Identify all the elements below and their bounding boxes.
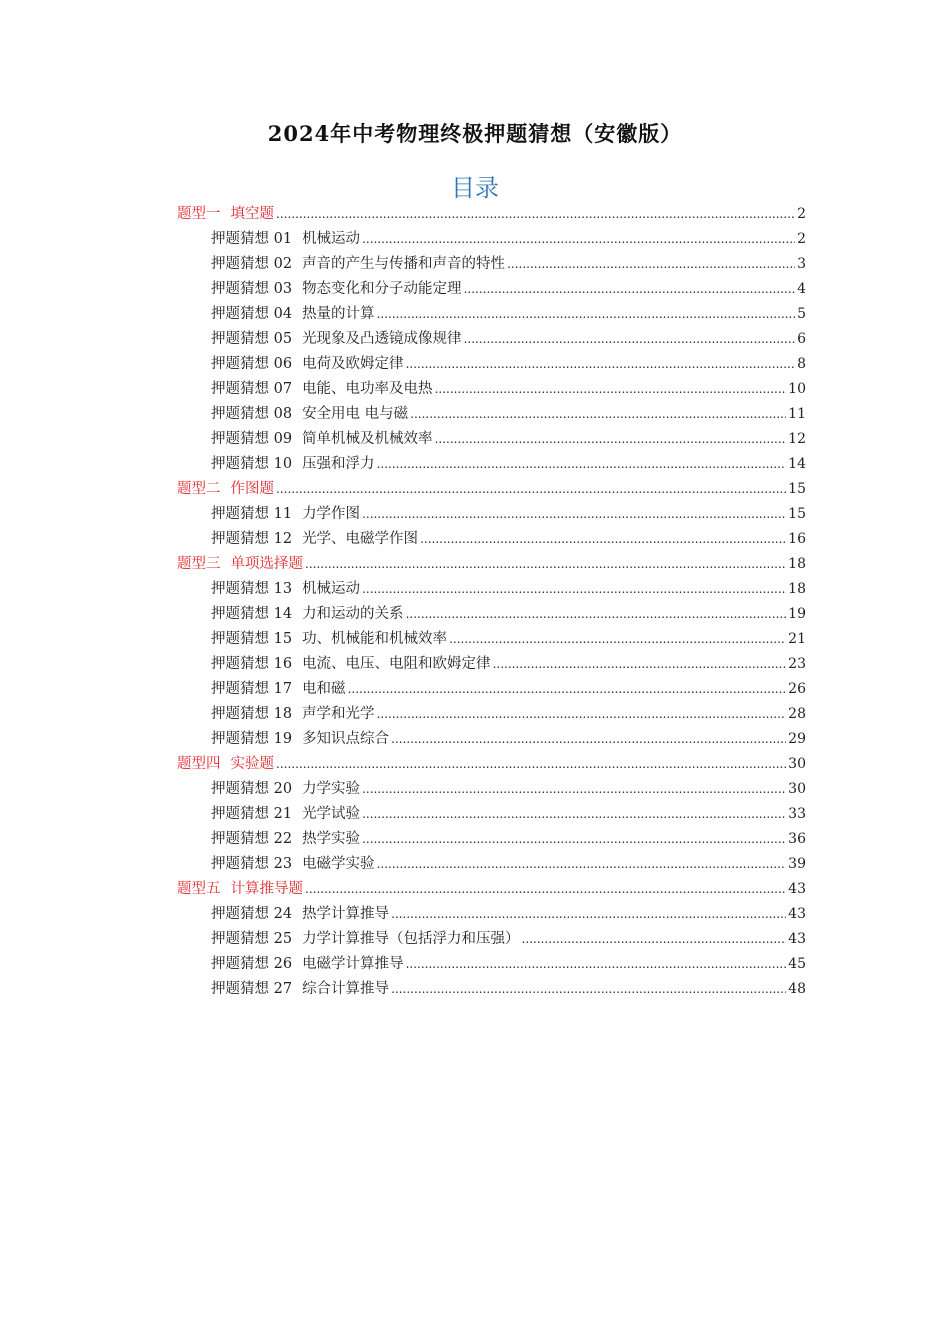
toc-entry-prefix: 押题猜想 14: [211, 606, 293, 622]
toc-dot-leader: [348, 677, 787, 702]
toc-entry-prefix: 押题猜想 04: [211, 306, 293, 322]
toc-page-number: 12: [788, 431, 806, 447]
toc-entry-label: [211, 452, 377, 477]
toc-page-number: 36: [788, 831, 806, 847]
toc-entry-label: [211, 802, 362, 827]
toc-entry-text: 电流、电压、电阻和欧姆定律: [302, 656, 491, 672]
toc-dot-leader: [305, 552, 786, 577]
toc-item-entry[interactable]: [211, 352, 806, 377]
toc-entry-label: [211, 777, 362, 802]
toc-entry-label: [177, 752, 276, 777]
toc-entry-text: 力学实验: [302, 781, 361, 797]
toc-entry-text: 热学实验: [302, 831, 361, 847]
toc-page-number: 23: [788, 656, 806, 672]
toc-entry-prefix: 押题猜想 10: [211, 456, 293, 472]
toc-page-number: 5: [797, 306, 806, 322]
toc-page-number: 30: [788, 781, 806, 797]
toc-entry-label: [211, 602, 406, 627]
toc-page-number: 19: [788, 606, 806, 622]
toc-entry-label: [211, 927, 522, 952]
toc-page-number: 11: [788, 406, 806, 422]
toc-page-number: 39: [788, 856, 806, 872]
toc-item-entry[interactable]: [211, 427, 806, 452]
toc-page-number: 14: [788, 456, 806, 472]
toc-heading: 目录: [451, 174, 499, 202]
toc-entry-prefix: 押题猜想 25: [211, 931, 293, 947]
toc-item-entry[interactable]: [211, 502, 806, 527]
toc-entry-text: 作图题: [230, 481, 274, 497]
toc-dot-leader: [435, 427, 787, 452]
toc-page-number: 15: [788, 481, 806, 497]
toc-entry-text: 填空题: [230, 206, 274, 222]
toc-entry-text: 功、机械能和机械效率: [302, 631, 448, 647]
toc-item-entry[interactable]: [211, 602, 806, 627]
toc-entry-prefix: 押题猜想 20: [211, 781, 293, 797]
toc-entry-prefix: 押题猜想 07: [211, 381, 293, 397]
toc-entry-text: 简单机械及机械效率: [302, 431, 433, 447]
toc-page-number: 43: [788, 931, 806, 947]
toc-entry-prefix: 押题猜想 18: [211, 706, 293, 722]
toc-entry-prefix: 押题猜想 13: [211, 581, 293, 597]
toc-item-entry[interactable]: [211, 727, 806, 752]
toc-entry-prefix: 押题猜想 17: [211, 681, 293, 697]
toc-entry-text: 力学作图: [302, 506, 361, 522]
toc-item-entry[interactable]: [211, 652, 806, 677]
toc-page-number: 10: [788, 381, 806, 397]
toc-page-number: 15: [788, 506, 806, 522]
toc-item-entry[interactable]: [211, 327, 806, 352]
toc-section-entry[interactable]: [177, 202, 806, 227]
toc-dot-leader: [362, 227, 795, 252]
toc-entry-text: 综合计算推导: [302, 981, 390, 997]
toc-entry-prefix: 题型三: [177, 556, 221, 572]
toc-dot-leader: [449, 627, 786, 652]
toc-dot-leader: [362, 502, 786, 527]
toc-page-number: 43: [788, 906, 806, 922]
toc-page-number: 28: [788, 706, 806, 722]
toc-entry-prefix: 押题猜想 02: [211, 256, 293, 272]
toc-entry-label: [211, 827, 362, 852]
toc-dot-leader: [406, 602, 787, 627]
toc-entry-prefix: 押题猜想 16: [211, 656, 293, 672]
toc-entry-text: 电磁学实验: [302, 856, 375, 872]
toc-entry-text: 电磁学计算推导: [302, 956, 404, 972]
toc-entry-label: [211, 627, 449, 652]
toc-entry-prefix: 押题猜想 03: [211, 281, 293, 297]
toc-item-entry[interactable]: [211, 902, 806, 927]
toc-item-entry[interactable]: [211, 252, 806, 277]
toc-entry-label: [211, 977, 391, 1002]
toc-page-number: 48: [788, 981, 806, 997]
toc-entry-text: 实验题: [230, 756, 274, 772]
toc-entry-text: 热学计算推导: [302, 906, 390, 922]
toc-entry-prefix: 押题猜想 05: [211, 331, 293, 347]
toc-section-entry[interactable]: [177, 752, 806, 777]
toc-item-entry[interactable]: [211, 277, 806, 302]
toc-page-number: 8: [797, 356, 806, 372]
toc-dot-leader: [362, 827, 786, 852]
toc-item-entry[interactable]: [211, 527, 806, 552]
toc-entry-text: 多知识点综合: [302, 731, 390, 747]
toc-item-entry[interactable]: [211, 452, 806, 477]
toc-entry-text: 光现象及凸透镜成像规律: [302, 331, 462, 347]
toc-entry-prefix: 押题猜想 24: [211, 906, 293, 922]
toc-dot-leader: [362, 777, 786, 802]
toc-dot-leader: [391, 977, 786, 1002]
toc-item-entry[interactable]: [211, 802, 806, 827]
toc-entry-label: [211, 727, 391, 752]
toc-page-number: 29: [788, 731, 806, 747]
toc-entry-label: [211, 252, 507, 277]
document-title: 2024年中考物理终极押题猜想（安徽版）: [267, 121, 683, 146]
toc-section-entry[interactable]: [177, 552, 806, 577]
toc-dot-leader: [507, 252, 795, 277]
toc-entry-text: 物态变化和分子动能定理: [302, 281, 462, 297]
toc-entry-prefix: 押题猜想 12: [211, 531, 293, 547]
toc-entry-prefix: 题型一: [177, 206, 221, 222]
toc-entry-text: 光学试验: [302, 806, 361, 822]
toc-item-entry[interactable]: [211, 302, 806, 327]
toc-entry-prefix: 押题猜想 09: [211, 431, 293, 447]
toc-entry-prefix: 题型四: [177, 756, 221, 772]
toc-entry-label: [211, 402, 410, 427]
toc-page-number: 45: [788, 956, 806, 972]
toc-dot-leader: [420, 527, 786, 552]
toc-entry-text: 力和运动的关系: [302, 606, 404, 622]
toc-entry-label: [211, 327, 464, 352]
toc-section-entry[interactable]: [177, 877, 806, 902]
toc-dot-leader: [464, 277, 796, 302]
toc-dot-leader: [305, 877, 786, 902]
toc-entry-label: [177, 877, 305, 902]
toc-dot-leader: [276, 477, 786, 502]
toc-entry-prefix: 押题猜想 15: [211, 631, 293, 647]
toc-entry-label: [177, 552, 305, 577]
toc-entry-label: [211, 652, 493, 677]
toc-dot-leader: [276, 752, 786, 777]
toc-dot-leader: [362, 802, 786, 827]
toc-page-number: 26: [788, 681, 806, 697]
toc-page-number: 21: [788, 631, 806, 647]
toc-entry-prefix: 押题猜想 06: [211, 356, 293, 372]
toc-entry-prefix: 押题猜想 11: [211, 506, 293, 522]
toc-entry-prefix: 押题猜想 23: [211, 856, 293, 872]
toc-page-number: 2: [797, 206, 806, 222]
toc-entry-text: 力学计算推导（包括浮力和压强）: [302, 931, 520, 947]
toc-page-number: 3: [797, 256, 806, 272]
toc-item-entry[interactable]: [211, 827, 806, 852]
toc-entry-text: 声音的产生与传播和声音的特性: [302, 256, 506, 272]
toc-entry-label: [211, 577, 362, 602]
toc-entry-prefix: 题型二: [177, 481, 221, 497]
toc-item-entry[interactable]: [211, 777, 806, 802]
toc-item-entry[interactable]: [211, 677, 806, 702]
toc-entry-label: [211, 852, 377, 877]
toc-entry-text: 电和磁: [302, 681, 346, 697]
toc-item-entry[interactable]: [211, 927, 806, 952]
toc-dot-leader: [464, 327, 796, 352]
toc-dot-leader: [410, 402, 786, 427]
toc-entry-label: [211, 502, 362, 527]
toc-dot-leader: [435, 377, 787, 402]
toc-page-number: 6: [797, 331, 806, 347]
toc-page-number: 43: [788, 881, 806, 897]
toc-dot-leader: [406, 352, 796, 377]
toc-entry-text: 机械运动: [302, 581, 361, 597]
toc-item-entry[interactable]: [211, 852, 806, 877]
toc-dot-leader: [377, 702, 787, 727]
toc-entry-label: [211, 702, 377, 727]
toc-dot-leader: [276, 202, 795, 227]
toc-page-number: 18: [788, 556, 806, 572]
toc-section-entry[interactable]: [177, 477, 806, 502]
toc-entry-label: [211, 352, 406, 377]
toc-entry-label: [211, 527, 420, 552]
toc-entry-text: 机械运动: [302, 231, 361, 247]
toc-entry-prefix: 押题猜想 01: [211, 231, 293, 247]
toc-item-entry[interactable]: [211, 977, 806, 1002]
toc-page-number: 33: [788, 806, 806, 822]
toc-item-entry[interactable]: [211, 577, 806, 602]
toc-entry-label: [211, 277, 464, 302]
toc-entry-prefix: 押题猜想 19: [211, 731, 293, 747]
toc-entry-label: [211, 427, 435, 452]
toc-dot-leader: [493, 652, 787, 677]
toc-dot-leader: [391, 727, 786, 752]
toc-dot-leader: [377, 302, 796, 327]
toc-item-entry[interactable]: [211, 702, 806, 727]
toc-entry-text: 热量的计算: [302, 306, 375, 322]
toc-entry-prefix: 押题猜想 26: [211, 956, 293, 972]
toc-dot-leader: [406, 952, 787, 977]
toc-entry-text: 光学、电磁学作图: [302, 531, 419, 547]
toc-entry-label: [177, 477, 276, 502]
toc-dot-leader: [362, 577, 786, 602]
toc-entry-label: [211, 952, 406, 977]
toc-entry-prefix: 题型五: [177, 881, 221, 897]
toc-item-entry[interactable]: [211, 227, 806, 252]
toc-entry-prefix: 押题猜想 22: [211, 831, 293, 847]
toc-entry-text: 电能、电功率及电热: [302, 381, 433, 397]
toc-entry-prefix: 押题猜想 21: [211, 806, 293, 822]
toc-entry-label: [177, 202, 276, 227]
toc-dot-leader: [391, 902, 786, 927]
toc-dot-leader: [522, 927, 787, 952]
toc-page-number: 30: [788, 756, 806, 772]
toc-entry-label: [211, 377, 435, 402]
toc-entry-label: [211, 902, 391, 927]
toc-entry-label: [211, 677, 348, 702]
toc-dot-leader: [377, 452, 787, 477]
toc-page-number: 2: [797, 231, 806, 247]
toc-page-number: 18: [788, 581, 806, 597]
toc-entry-text: 安全用电 电与磁: [302, 406, 409, 422]
toc-entry-text: 单项选择题: [230, 556, 303, 572]
toc-entry-label: [211, 302, 377, 327]
toc-entry-label: [211, 227, 362, 252]
toc-entry-prefix: 押题猜想 08: [211, 406, 293, 422]
toc-item-entry[interactable]: [211, 402, 806, 427]
toc-page-number: 16: [788, 531, 806, 547]
toc-dot-leader: [377, 852, 787, 877]
toc-page-number: 4: [797, 281, 806, 297]
toc-entry-text: 计算推导题: [230, 881, 303, 897]
toc-item-entry[interactable]: [211, 952, 806, 977]
toc-entry-text: 压强和浮力: [302, 456, 375, 472]
toc-entry-text: 电荷及欧姆定律: [302, 356, 404, 372]
toc-entry-text: 声学和光学: [302, 706, 375, 722]
toc-entry-prefix: 押题猜想 27: [211, 981, 293, 997]
toc-item-entry[interactable]: [211, 377, 806, 402]
toc-item-entry[interactable]: [211, 627, 806, 652]
